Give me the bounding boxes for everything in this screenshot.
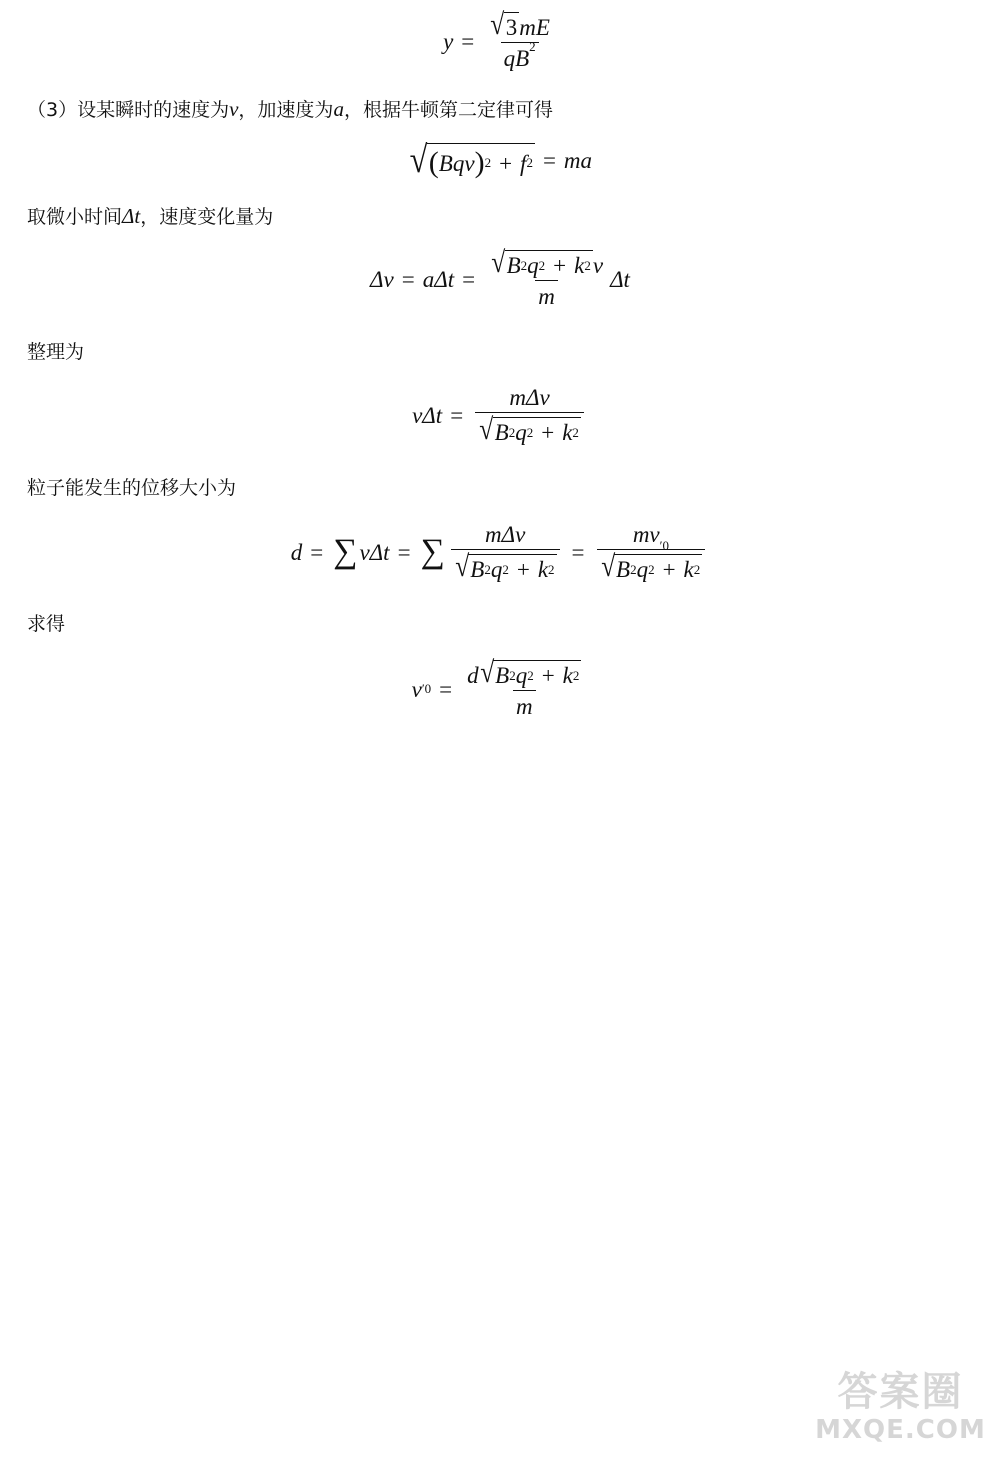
equation-y [0,8,1000,71]
eq5-fraction-2: mv ′ 0 √ B 2 q 2 + k 2 [597,523,706,581]
eq1-fraction: √ 3 mE qB 2 [490,8,550,71]
eq2-rhs: ma [563,148,593,173]
sum-symbol: ∑ [333,533,358,570]
paragraph-result: 求得 [27,613,66,635]
watermark-logo: 答案圈 MXQE.COM [815,1368,986,1445]
sum-symbol: ∑ [420,533,445,570]
eq1-equals: = [461,28,475,54]
equation-newton: √ ( Bqv ) 2 + f 2 = ma [409,139,593,181]
eq6-fraction: d √ B 2 q 2 + k 2 m [467,656,580,719]
equation-v-delta-t: vΔt = mΔv √ B 2 q 2 + k 2 [0,386,1000,444]
eq5-fraction-1: mΔv √ B 2 q 2 + k 2 [451,523,560,581]
eq1-sqrt: √ 3 [490,8,518,41]
eq1-den: qB [503,46,530,71]
eq4-fraction: mΔv √ B 2 q 2 + k 2 [475,386,584,444]
paragraph-rearrange: 整理为 [27,341,85,363]
eq1-lhs: y [443,28,454,54]
paragraph-small-time: 取微小时间Δt，速度变化量为 [27,204,274,228]
equation-v0-prime: v ′ 0 = d √ B 2 q 2 + k 2 m [0,660,1000,718]
paragraph-part3: （3）设某瞬时的速度为v，加速度为a，根据牛顿第二定律可得 [27,97,553,121]
equation-displacement-sum: d = ∑ vΔt = ∑ mΔv √ B 2 q 2 + k 2 = mv ′ 0 √ B 2 q 2 + k 2 [0,523,1000,581]
eq2-sqrt: √ ( Bqv ) 2 + f 2 [409,139,533,181]
paragraph-displacement: 粒子能发生的位移大小为 [27,477,237,499]
equation-delta-v: Δv = aΔt = √ B 2 q 2 + k 2 v m Δt [370,246,630,309]
eq3-fraction: √ B 2 q 2 + k 2 v m [491,246,604,309]
eq1-num-rest: mE [519,15,550,40]
